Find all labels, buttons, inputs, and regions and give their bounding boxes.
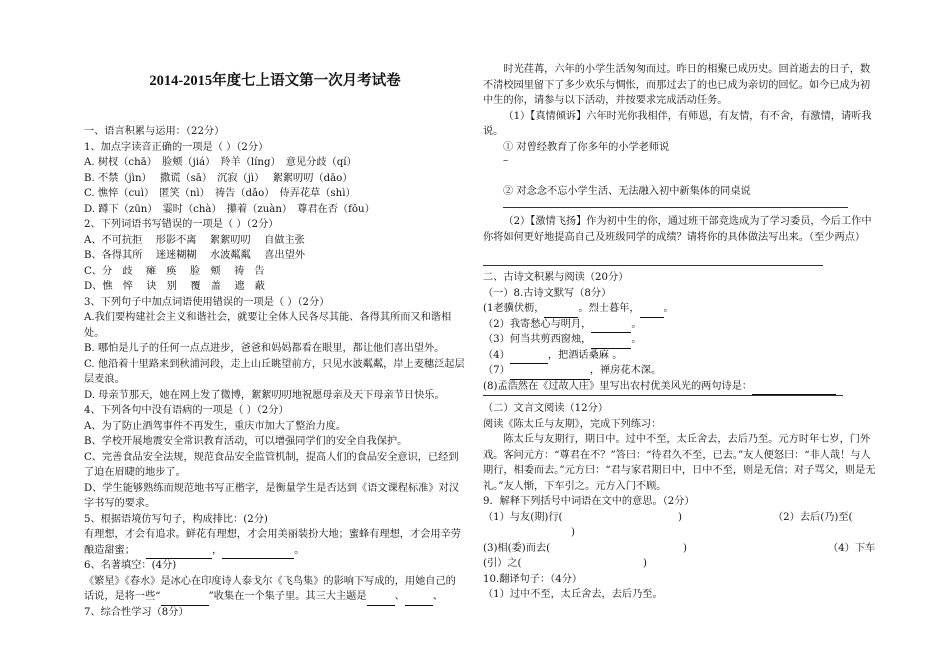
answer-line[interactable] xyxy=(503,207,848,208)
q1-option-d: D. 蹲下（zūn） 霎时（chà） 攥着（zuàn） 尊君在否（fǒu） xyxy=(84,203,375,215)
activity-1: （1）【真情倾诉】六年时光你我相伴，有师恩，有友情，有不舍，有激情，请听我说。 xyxy=(483,110,872,138)
question-9: 9．解释下列括号中词语在文中的意思。（2分） xyxy=(483,496,695,507)
page-title: 2014-2015年度七上语文第一次月考试卷 xyxy=(149,73,401,89)
poem-line-4-text: ，把酒话桑麻 。 xyxy=(547,349,623,361)
answer-blank[interactable] xyxy=(591,317,631,334)
q9-item-2-close: ) xyxy=(571,527,575,538)
q3-option-c: C. 他沿着十里路来到秋浦河段，走上山丘眺望前方，只见水波粼粼，岸上麦穗泛起层层麦浪。 xyxy=(84,358,465,386)
poem-recitation-heading: （一）8.古诗文默写（8分） xyxy=(483,287,612,299)
q3-option-b: B. 哪怕是儿子的任何一点点进步，爸爸和妈妈都看在眼里，都让他们喜出望外。 xyxy=(84,343,445,354)
q9-item-4-close: ) xyxy=(643,558,647,569)
poem-line-6 xyxy=(483,379,836,396)
q3-option-d: D. 母亲节那天，她在网上发了微博，絮絮叨叨地祝愿母亲及天下母亲节日快乐。 xyxy=(84,389,445,401)
q2-option-b: B、各得其所 迷迷糊糊 水波粼粼 喜出望外 xyxy=(84,250,305,261)
q9-item-3: (3)相(委)而去( xyxy=(483,542,551,554)
q1-option-b: B. 不禁（jìn） 撒谎（sā） 沉寂（jì） 絮絮叨叨（dāo） xyxy=(84,172,353,184)
q9-item-1: （1）与友(期)行( xyxy=(483,511,563,523)
q6-text-part1: 《繁星》《春水》是冰心在印度诗人泰戈尔《飞鸟集》的影响下写成的，用她自己的话说，是将一些“ xyxy=(84,575,456,603)
section-2-heading: 二、古诗文积累与阅读（20分） xyxy=(483,272,629,283)
q2-option-c: C、分 歧 瘫 痪 脸 颊 祷 告 xyxy=(84,265,265,277)
poem-line-3-text: （3）何当共剪西窗烛， xyxy=(483,334,592,345)
question-1: 1、加点字读音正确的一项是（ ）（2分） xyxy=(84,141,269,153)
question-7: 7、综合性学习（8分） xyxy=(84,606,189,618)
answer-dash: – xyxy=(503,155,509,166)
answer-blank[interactable] xyxy=(510,348,548,365)
q5-text: 有理想，才会有追求。鲜花有理想，才会用美丽装扮大地；蜜蜂有理想，才会用辛劳酿造甜蜜； xyxy=(84,529,461,556)
q4-option-c: C、完善食品安全法规，规范食品安全监管机制，提高人们的食品安全意识，已经到了迫在眉睫的地步了。 xyxy=(84,451,459,479)
question-10: 10.翻译句子：（4分） xyxy=(483,573,583,585)
q2-option-a: A、不可抗拒 形影不离 絮絮叨叨 自做主张 xyxy=(84,234,305,246)
classical-reading-instruction: 阅读《陈太丘与友期》，完成下列练习： xyxy=(483,418,662,430)
q1-option-c: C. 憔悴（cuì） 匿笑（nì） 祷告（dǎo） 侍弄花草（shì） xyxy=(84,188,356,199)
activity-2: （2）【激情飞扬】作为初中生的你，通过班干部竞选成为了学习委员，今后工作中你将如何更好地提高自己及班级同学的成绩？请将你的具体做法写出来。（至少两点） xyxy=(483,216,872,243)
q9-item-4-cont: (引）之( xyxy=(483,558,522,569)
poem-line-6-text: (8)孟浩然在《过故人庄》里写出农村优美风光的两句诗是： xyxy=(483,380,753,392)
q3-option-a: A.我们要构建社会主义和谐社会，就要让全体人民各尽其能、各得其所而又和谐相处。 xyxy=(84,312,452,339)
question-5: 5、根据语境仿写句子，构成排比：(2分) xyxy=(84,513,268,525)
q9-item-2: （2）去后(乃)至( xyxy=(773,511,853,523)
question-4: 4、下列各句中没有语病的一项是（ ）（2分） xyxy=(84,405,289,416)
q6-text: 《繁星》《春水》是冰心在印度诗人泰戈尔《飞鸟集》的影响下写成的，用她自己的话说，是将一些“ ”收集在一个集子里。其三大主题是 、 、 xyxy=(84,574,466,606)
poem-line-5-prefix: （7） xyxy=(483,365,510,376)
q6-text-part2: ”收集在一个集子里。其三大主题是 xyxy=(208,591,367,603)
answer-blank[interactable] xyxy=(367,589,395,606)
answer-blank[interactable] xyxy=(405,589,433,606)
poem-line-3: （3）何当共剪西窗烛， 。 xyxy=(483,332,642,349)
answer-blank[interactable] xyxy=(640,301,664,318)
answer-line[interactable] xyxy=(483,265,823,266)
poem-line-5 xyxy=(483,363,661,380)
question-6: 6、名著填空：(4分) xyxy=(84,560,177,571)
answer-blank[interactable] xyxy=(752,379,836,396)
answer-blank[interactable] xyxy=(510,363,590,380)
q5-answer-blanks: ， 。 xyxy=(146,543,304,560)
answer-blank[interactable] xyxy=(222,543,294,560)
poem-line-1: (1老骥伏枥， 。烈士暮年， 。 xyxy=(483,301,674,318)
answer-blank[interactable] xyxy=(591,332,631,349)
q2-option-d: D、憔 悴 诀 别 覆 盖 遮 蔽 xyxy=(84,281,265,292)
q9-item-3-close: ) xyxy=(683,542,687,554)
q4-option-d: D、学生能够熟练而规范地书写正楷字，是衡量学生是否达到《语文课程标准》对汉字书写的要求。 xyxy=(84,482,459,510)
answer-line[interactable] xyxy=(483,395,843,396)
q9-item-1-close: ) xyxy=(678,511,682,523)
q9-item-4: （4）下车 xyxy=(828,542,876,554)
poem-line-1-part1: (1老骥伏枥， xyxy=(483,303,545,314)
section-1-heading: 一、语言积累与运用：（22分） xyxy=(84,126,225,137)
q4-option-a: A、为了防止酒驾事件不再发生，重庆市加大了整治力度。 xyxy=(84,420,347,432)
q4-option-b: B、学校开展地震安全常识教育活动，可以增强同学们的安全自我保护。 xyxy=(84,436,408,447)
question-2: 2、下列词语书写错误的一项是（ ）（2分） xyxy=(84,219,279,230)
classical-passage: 陈太丘与友期行，期日中。过中不至，太丘舍去，去后乃至。元方时年七岁，门外戏。客问元方：“尊君在不？”答曰：“待君久不至，已去。”友人便怒曰：“非人哉！与人期行，相委而去。”元方曰：“君与家君期日中，日中不至，则是无信；对子骂父，则是无礼。”友人惭，下车引之。元方入门不顾。 xyxy=(483,434,876,492)
activity-1-item-1: ① 对曾经教育了你多年的小学老师说 xyxy=(503,141,670,153)
q1-option-a: A. 树杈（chā） 脸颊（jiá） 羚羊（líng） 意见分歧（qí） xyxy=(84,157,357,168)
poem-line-5-text: ，禅房花木深。 xyxy=(589,365,662,376)
answer-blank[interactable] xyxy=(146,543,212,560)
answer-blank[interactable] xyxy=(544,301,578,318)
activity-intro: 时光荏苒，六年的小学生活匆匆而过。昨日的相聚已成历史。回首逝去的日子，数不清校园里留下了多少欢乐与惆怅，而那过去了的也已成为亲切的回忆。如今已成为初中生的你，请参与以下活动，并按要求完成活动任务。 xyxy=(483,64,871,107)
answer-blank[interactable] xyxy=(161,589,209,606)
poem-line-1-part2: 。烈士暮年， xyxy=(578,303,640,314)
poem-line-4-prefix: （4） xyxy=(483,349,510,361)
poem-line-4 xyxy=(483,348,622,365)
poem-line-2-text: （2）我寄愁心与明月， xyxy=(483,318,592,330)
activity-1-item-2: ② 对念念不忘小学生活、无法融入初中新集体的同桌说 xyxy=(503,186,751,197)
q10-item-1: （1）过中不至，太丘舍去，去后乃至。 xyxy=(483,589,663,600)
question-3: 3、下列句子中加点词语使用错误的一项是（ ）（2分） xyxy=(84,296,330,308)
classical-reading-heading: （二）文言文阅读（12分） xyxy=(483,403,609,414)
poem-line-2: （2）我寄愁心与明月， 。 xyxy=(483,317,642,334)
